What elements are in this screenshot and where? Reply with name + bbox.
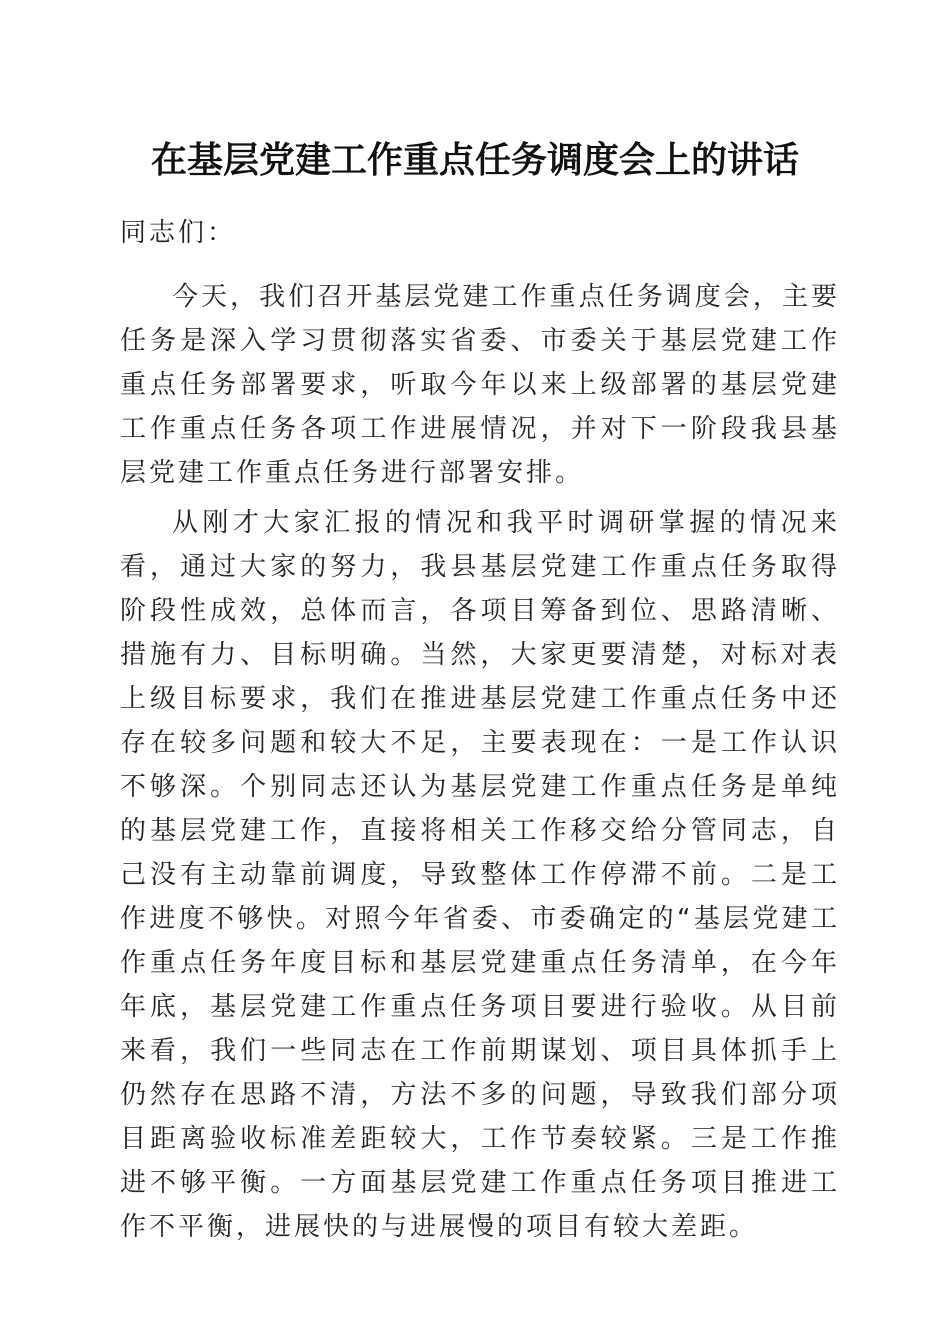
paragraph-2: 从刚才大家汇报的情况和我平时调研掌握的情况来看，通过大家的努力，我县基层党建工作重点任务取得阶段性成效，总体而言，各项目筹备到位、思路清晰、措施有力、目标明确。当然，大家更要清楚，对标对表上级目标要求，我们在推进基层党建工作重点任务中还存在较多问题和较大不足，主要表现在：一是工作认识不够深。个别同志还认为基层党建工作重点任务是单纯的基层党建工作，直接将相关工作移交给分管同志，自己没有主动靠前调度，导致整体工作停滞不前。二是工作进度不够快。对照今年省委、市委确定的“基层党建工作重点任务年度目标和基层党建重点任务清单，在今年年底，基层党建工作重点任务项目要进行验收。从目前来看，我们一些同志在工作前期谋划、项目具体抓手上仍然存在思路不清，方法不多的问题，导致我们部分项目距离验收标准差距较大，工作节奏较紧。三是工作推进不够平衡。一方面基层党建工作重点任务项目推进工作不平衡，进展快的与进展慢的项目有较大差距。 (120, 508, 840, 1242)
salutation: 同志们： (120, 218, 237, 248)
paragraph-1: 今天，我们召开基层党建工作重点任务调度会，主要任务是深入学习贯彻落实省委、市委关于基层党建工作重点任务部署要求，听取今年以来上级部署的基层党建工作重点任务各项工作进展情况，并对下一阶段我县基层党建工作重点任务进行部署安排。 (120, 282, 840, 488)
document-title: 在基层党建工作重点任务调度会上的讲话 (150, 139, 799, 181)
